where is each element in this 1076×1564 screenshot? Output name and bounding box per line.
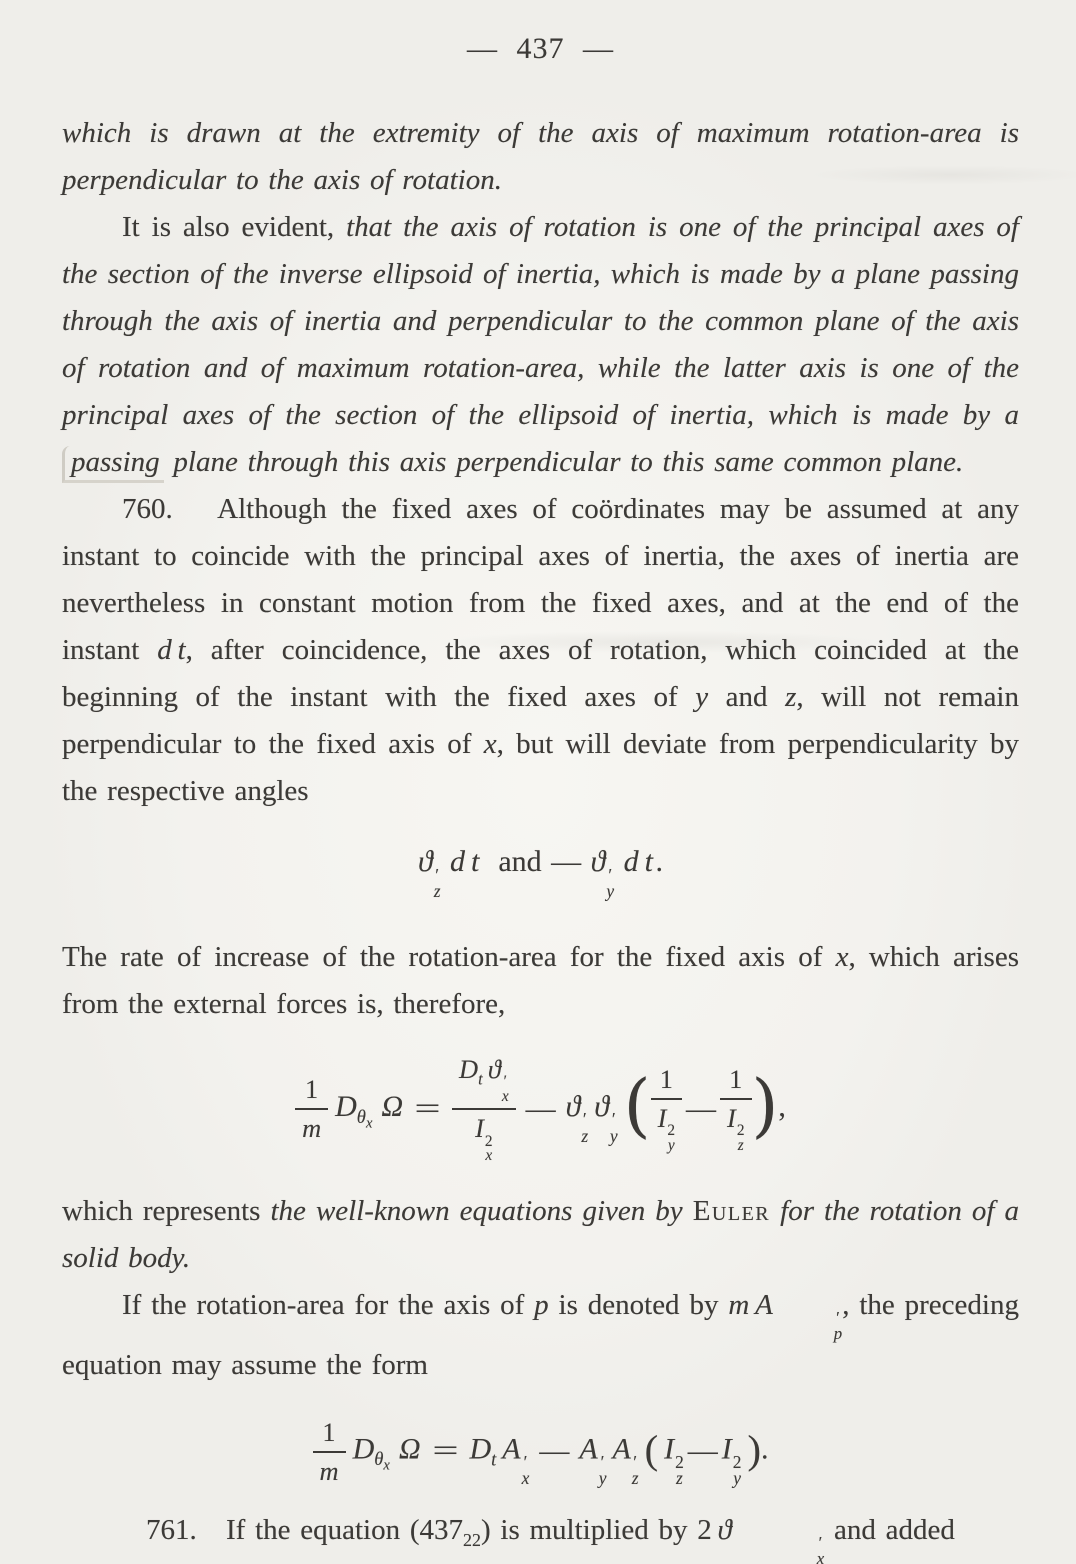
equation-euler-rotation: $\frac{1}{m}$ $D_{\theta_x}\Omega$ = $D_t$ ϑ ′ x I 2 x — ϑ ′ z ϑ ′ y ( 1 I 2 y — 1 I 2 z ),	[62, 1054, 1019, 1164]
page-number: — 437 —	[467, 32, 614, 65]
paragraph-761: 761. If the equation $(437_{22})$ is multiplied by 2 ϑ ′ x and added	[146, 1513, 955, 1564]
paragraph-rate-of-increase: The rate of increase of the rotation-area for the fixed axis of x, which arises from the external forces is, therefore,	[62, 940, 1019, 1020]
paragraph-rotation-area-axis-p: If the rotation-area for the axis of p is denoted by m A ′ p , the preceding equation may assume the form	[62, 1288, 1019, 1381]
paragraph-intro-italic: which is drawn at the extremity of the axis of maximum rotation-area is perpendicular to the axis of rotation.	[62, 117, 1019, 196]
paragraph-760: 760. Although the fixed axes of coördinates may be assumed at any instant to coincide with the principal axes of inertia, the axes of inertia are nevertheless in constant motion from the fixed axes, and at the end of the instant d t, after coincidence, the axes of rotation, which coincided at the beginning of the instant with the fixed axes of y and z, will not remain perpendicular to the fixed axis of x, but will deviate from perpendicularity by the respective angles	[62, 493, 1019, 807]
equation-rotation-area-form: $\frac{1}{m}$ $D_{\theta_x}\Omega = D_t$ A ′ x — A ′ y A ′ z ( I 2 z — I 2 y ).	[62, 1417, 1019, 1487]
equation-deviation-angles: ϑ ′ z d t and — ϑ ′ y d t .	[417, 845, 663, 902]
paragraph-it-is-also-evident: It is also evident, that the axis of rotation is one of the principal axes of the section of the inverse ellipsoid of inertia, which is made by a plane passing through the axis of inertia and perpendicular to the common plane of the axis of rotation and of maximum rotation-area, while the latter axis is one of the principal axes of the section of the ellipsoid of inertia, which is made by a passing plane through this axis perpendicular to this same common plane.	[62, 204, 1019, 486]
paragraph-which-represents-euler: which represents the well-known equations given by Euler for the rotation of a solid body.	[62, 1194, 1019, 1274]
